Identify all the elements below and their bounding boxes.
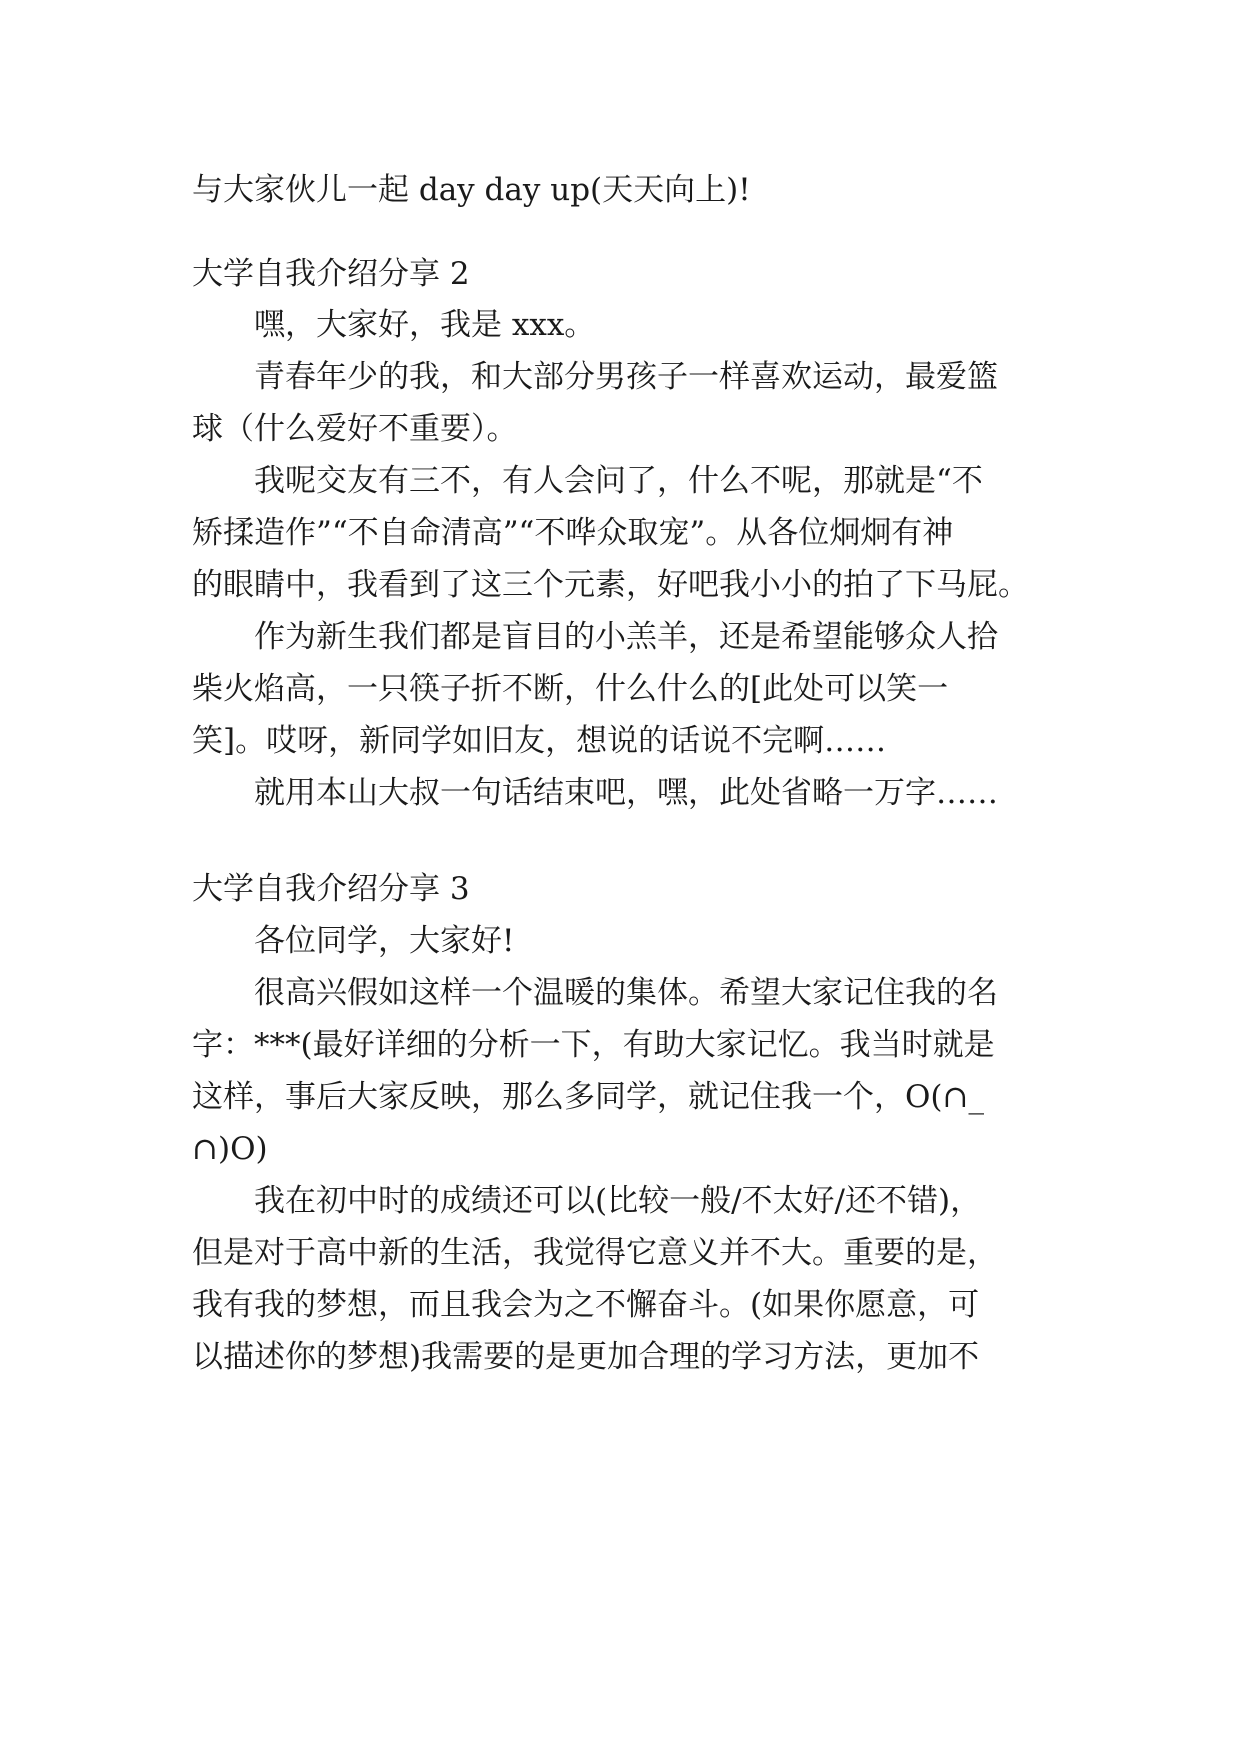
section2-line: 矫揉造作”“不自命清高”“不哗众取宠”。从各位炯炯有神 xyxy=(192,515,954,551)
section2-line: 柴火焰高，一只筷子折不断，什么什么的[此处可以笑一 xyxy=(192,671,949,707)
section2-heading: 大学自我介绍分享 2 xyxy=(192,256,470,292)
section2-line: 就用本山大叔一句话结束吧，嘿，此处省略一万字…… xyxy=(254,775,998,811)
opening-line: 与大家伙儿一起 day day up(天天向上)! xyxy=(192,172,751,208)
section3-heading: 大学自我介绍分享 3 xyxy=(192,871,470,907)
section2-line: 青春年少的我，和大部分男孩子一样喜欢运动，最爱篮 xyxy=(254,359,998,395)
section3-line: 字：***(最好详细的分析一下，有助大家记忆。我当时就是 xyxy=(192,1027,995,1063)
section3-line: 以描述你的梦想)我需要的是更加合理的学习方法，更加不 xyxy=(192,1339,980,1375)
section2-line: 作为新生我们都是盲目的小羔羊，还是希望能够众人拾 xyxy=(254,619,998,655)
section3-line: 但是对于高中新的生活，我觉得它意义并不大。重要的是， xyxy=(192,1235,998,1271)
section2-line: 嘿，大家好，我是 xxx。 xyxy=(254,307,596,343)
section3-line: 这样，事后大家反映，那么多同学，就记住我一个，O(∩_ xyxy=(192,1079,984,1115)
section2-line: 球（什么爱好不重要）。 xyxy=(192,411,518,447)
section3-line: 我有我的梦想，而且我会为之不懈奋斗。(如果你愿意，可 xyxy=(192,1287,980,1323)
section3-line: 各位同学，大家好! xyxy=(254,923,515,959)
section3-line: 我在初中时的成绩还可以(比较一般/不太好/还不错)， xyxy=(254,1183,982,1219)
section3-line: ∩)O) xyxy=(192,1131,268,1167)
section2-line: 我呢交友有三不，有人会问了，什么不呢，那就是“不 xyxy=(254,463,983,499)
section2-line: 笑]。哎呀，新同学如旧友，想说的话说不完啊…… xyxy=(192,723,887,759)
section3-line: 很高兴假如这样一个温暖的集体。希望大家记住我的名 xyxy=(254,975,998,1011)
section2-line: 的眼睛中，我看到了这三个元素，好吧我小小的拍了下马屁。 xyxy=(192,567,1029,603)
